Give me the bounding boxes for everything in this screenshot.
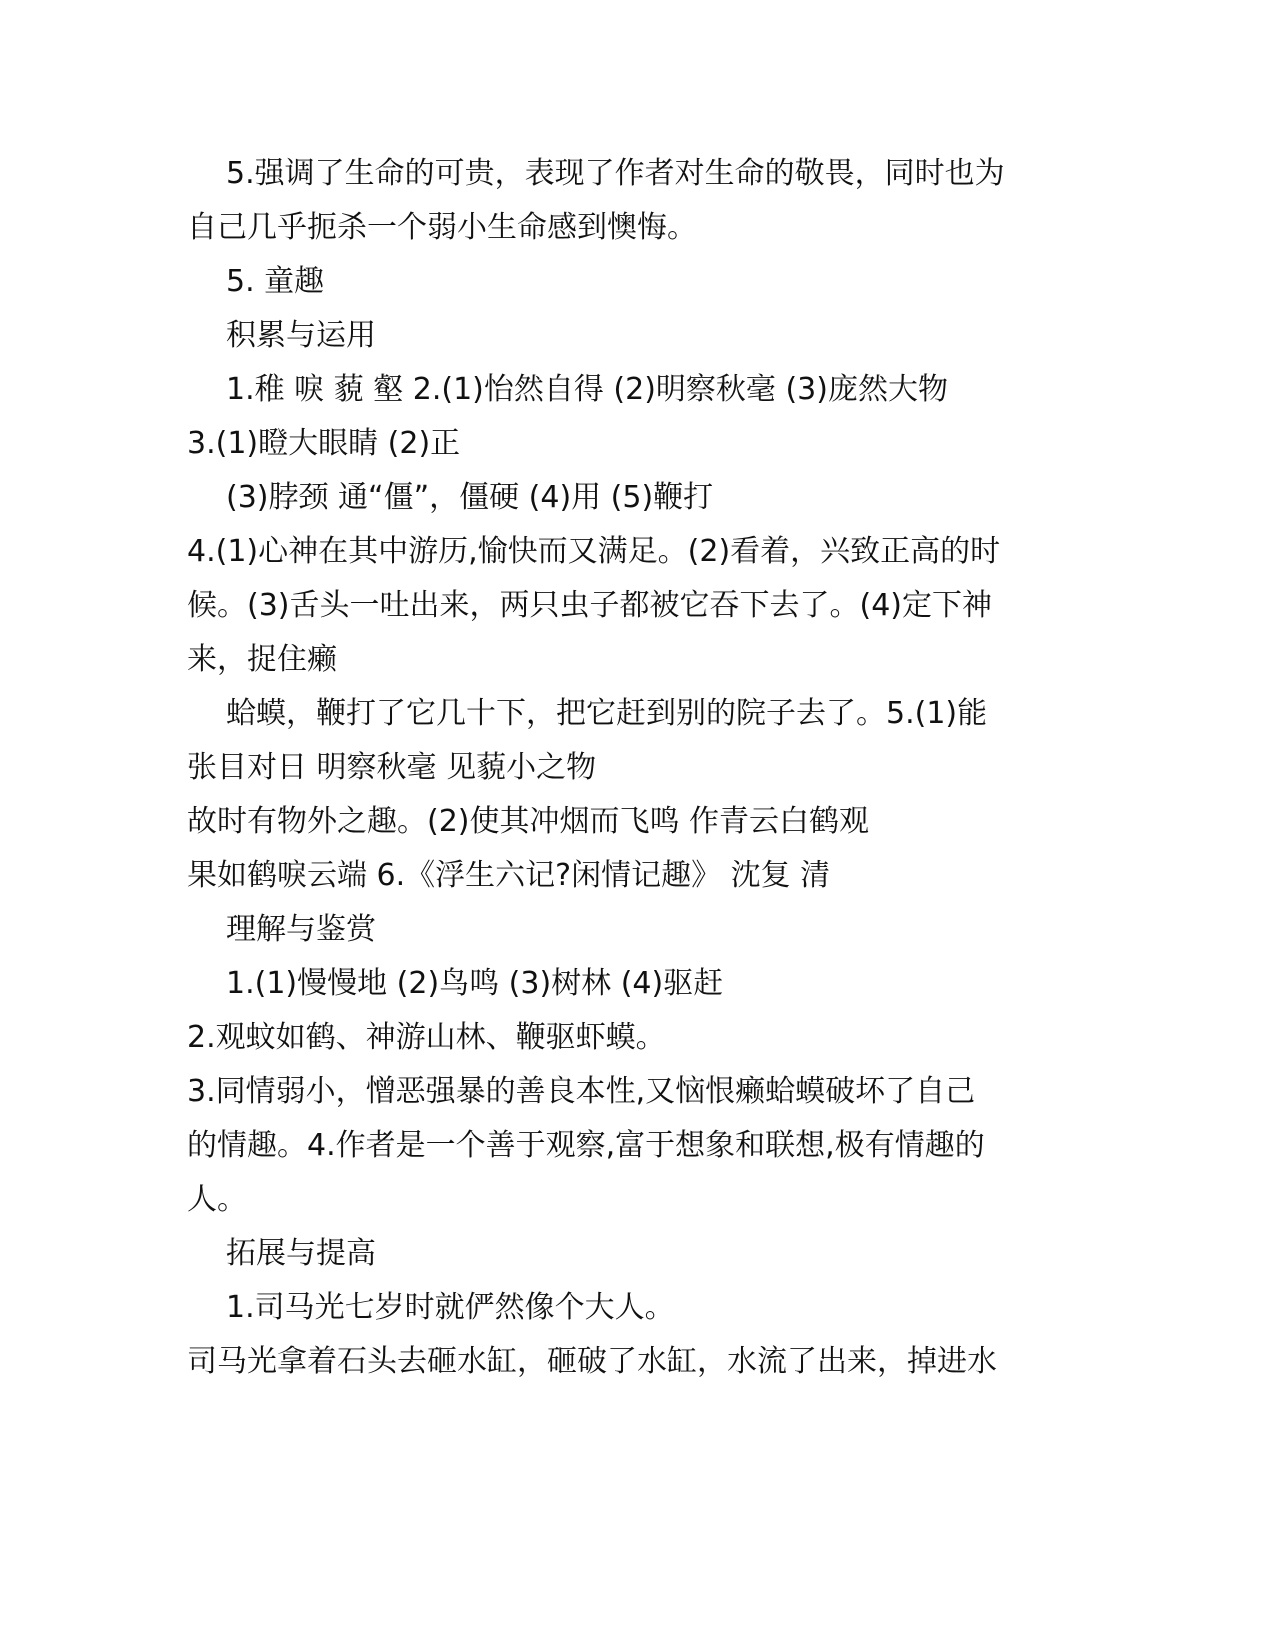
text-line: 1.司马光七岁时就俨然像个大人。 [226, 1290, 675, 1325]
text-line: 司马光拿着石头去砸水缸，砸破了水缸，水流了出来，掉进水 [187, 1344, 997, 1379]
text-line: 4.(1)心神在其中游历,愉快而又满足。(2)看着，兴致正高的时 [187, 534, 1001, 569]
text-line: (3)脖颈 通“僵”，僵硬 (4)用 (5)鞭打 [226, 480, 714, 515]
text-line: 3.(1)瞪大眼睛 (2)正 [187, 426, 461, 461]
text-line: 人。 [187, 1182, 247, 1217]
text-line: 2.观蚊如鹤、神游山林、鞭驱虾蟆。 [187, 1020, 666, 1055]
text-line: 张目对日 明察秋毫 见藐小之物 [187, 750, 597, 785]
section-heading: 理解与鉴赏 [226, 912, 376, 947]
text-line: 1.(1)慢慢地 (2)鸟鸣 (3)树林 (4)驱赶 [226, 966, 724, 1001]
text-line: 蛤蟆，鞭打了它几十下，把它赶到别的院子去了。5.(1)能 [226, 696, 988, 731]
section-heading: 拓展与提高 [226, 1236, 376, 1271]
text-line: 的情趣。4.作者是一个善于观察,富于想象和联想,极有情趣的 [187, 1128, 985, 1163]
text-line: 故时有物外之趣。(2)使其冲烟而飞鸣 作青云白鹤观 [187, 804, 870, 839]
text-line: 自己几乎扼杀一个弱小生命感到懊悔。 [187, 210, 697, 245]
text-line: 1.稚 唳 藐 壑 2.(1)怡然自得 (2)明察秋毫 (3)庞然大物 [226, 372, 948, 407]
section-heading: 5. 童趣 [226, 264, 325, 299]
text-line: 果如鹤唳云端 6.《浮生六记?闲情记趣》 沈复 清 [187, 858, 831, 893]
text-line: 5.强调了生命的可贵，表现了作者对生命的敬畏，同时也为 [226, 156, 1005, 191]
text-line: 候。(3)舌头一吐出来，两只虫子都被它吞下去了。(4)定下神 [187, 588, 992, 623]
text-line: 3.同情弱小，憎恶强暴的善良本性,又恼恨癞蛤蟆破坏了自己 [187, 1074, 976, 1109]
text-line: 来，捉住癞 [187, 642, 337, 677]
section-heading: 积累与运用 [226, 318, 376, 353]
